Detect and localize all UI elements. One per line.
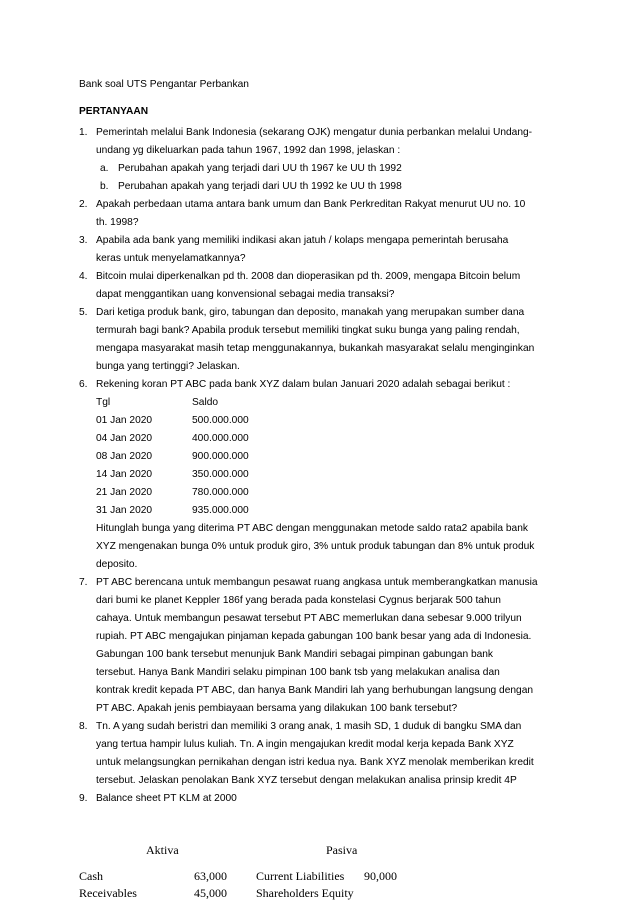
question-1a-label: a. <box>100 163 109 174</box>
question-1b-text: Perubahan apakah yang terjadi dari UU th 1992 ke UU th 1998 <box>118 181 402 192</box>
balance-aktiva-header: Aktiva <box>146 843 179 857</box>
document-title: Bank soal UTS Pengantar Perbankan <box>79 79 249 90</box>
question-5-text <box>96 304 562 376</box>
question-1-text <box>96 124 562 160</box>
question-5-line: termurah bagi bank? Apabila produk tersebut memiliki tingkat suku bunga yang paling rendah, <box>96 325 520 336</box>
question-4-line: dapat menggantikan uang konvensional sebagai media transaksi? <box>96 289 395 300</box>
question-1a-text: Perubahan apakah yang terjadi dari UU th 1967 ke UU th 1992 <box>118 163 402 174</box>
balance-liability-value: 90,000 <box>364 869 397 883</box>
statement-row-date: 14 Jan 2020 <box>96 469 153 480</box>
question-6-line: Hitunglah bunga yang diterima PT ABC dengan menggunakan metode saldo rata2 apabila bank <box>96 523 528 534</box>
question-8-number: 8. <box>79 721 88 732</box>
question-2-line: th. 1998? <box>96 217 139 228</box>
question-3-line: keras untuk menyelamatkannya? <box>96 253 246 264</box>
statement-row-balance: 400.000.000 <box>192 433 249 444</box>
section-heading: PERTANYAAN <box>79 106 149 117</box>
question-7-number: 7. <box>79 577 88 588</box>
question-8-line: Tn. A yang sudah beristri dan memiliki 3 orang anak, 1 masih SD, 1 duduk di bangku SMA dan <box>96 721 522 732</box>
balance-pasiva-header: Pasiva <box>326 843 358 857</box>
question-6-line: deposito. <box>96 559 138 570</box>
question-7-text <box>96 574 562 718</box>
question-7-line: dari bumi ke planet Keppler 186f yang berada pada konstelasi Cygnus berjarak 500 tahun <box>96 595 501 606</box>
question-7-line: cahaya. Untuk membangun pesawat tersebut PT ABC memerlukan dana sebesar 9.000 trilyun <box>96 613 522 624</box>
question-2-text <box>96 196 562 232</box>
question-7-line: kontrak kredit kepada PT ABC, dan hanya Bank Mandiri lah yang berhubungan langsung dengan <box>96 685 534 696</box>
balance-asset-value: 63,000 <box>194 869 227 883</box>
question-4-text <box>96 268 562 304</box>
question-6-number: 6. <box>79 379 88 390</box>
question-2-number: 2. <box>79 199 88 210</box>
question-6-outro <box>96 520 562 574</box>
question-8-line: untuk melangsungkan pernikahan dengan istri kedua nya. Bank XYZ menolak memberikan kredit <box>96 757 534 768</box>
balance-liability-label: Shareholders Equity <box>256 886 354 900</box>
question-3-number: 3. <box>79 235 88 246</box>
question-8-line: yang tertua hampir lulus kuliah. Tn. A ingin mengajukan kredit modal kerja kepada Bank XYZ <box>96 739 514 750</box>
question-1-number: 1. <box>79 127 88 138</box>
statement-row-balance: 350.000.000 <box>192 469 249 480</box>
question-5-number: 5. <box>79 307 88 318</box>
statement-row-date: 04 Jan 2020 <box>96 433 153 444</box>
question-1-line: undang yg dikeluarkan pada tahun 1967, 1992 dan 1998, jelaskan : <box>96 145 401 156</box>
balance-asset-label: Cash <box>79 869 103 883</box>
question-6-line: XYZ mengenakan bunga 0% untuk produk giro, 3% untuk produk tabungan dan 8% untuk produk <box>96 541 535 552</box>
question-4-line: Bitcoin mulai diperkenalkan pd th. 2008 dan dioperasikan pd th. 2009, mengapa Bitcoin belum <box>96 271 521 282</box>
statement-row-balance: 780.000.000 <box>192 487 249 498</box>
statement-row-balance: 935.000.000 <box>192 505 249 516</box>
question-2-line: Apakah perbedaan utama antara bank umum dan Bank Perkreditan Rakyat menurut UU no. 10 <box>96 199 526 210</box>
question-7-line: PT ABC. Apakah jenis pembiayaan bersama yang dilakukan 100 bank tersebut? <box>96 703 458 714</box>
question-5-line: mengapa masyarakat masih tetap menggunakannya, bukankah masyarakat selalu menginginkan <box>96 343 535 354</box>
statement-row-balance: 500.000.000 <box>192 415 249 426</box>
statement-col-balance: Saldo <box>192 397 219 408</box>
statement-row-date: 31 Jan 2020 <box>96 505 153 516</box>
question-7-line: PT ABC berencana untuk membangun pesawat ruang angkasa untuk memberangkatkan manusia <box>96 577 538 588</box>
question-9-text <box>96 790 562 808</box>
question-7-line: rupiah. PT ABC mengajukan pinjaman kepada gabungan 100 bank besar yang ada di Indonesia. <box>96 631 532 642</box>
balance-asset-value: 45,000 <box>194 886 227 900</box>
question-9-number: 9. <box>79 793 88 804</box>
balance-asset-label: Receivables <box>79 886 137 900</box>
question-6-line: Rekening koran PT ABC pada bank XYZ dalam bulan Januari 2020 adalah sebagai berikut : <box>96 379 511 390</box>
question-1-line: Pemerintah melalui Bank Indonesia (sekarang OJK) mengatur dunia perbankan melalui Undang- <box>96 127 533 138</box>
question-6-intro <box>96 376 562 394</box>
question-8-text <box>96 718 562 790</box>
question-9-line: Balance sheet PT KLM at 2000 <box>96 793 237 804</box>
statement-row-date: 21 Jan 2020 <box>96 487 153 498</box>
question-7-line: tersebut. Hanya Bank Mandiri selaku pimpinan 100 bank tsb yang melakukan analisa dan <box>96 667 500 678</box>
question-3-text <box>96 232 562 268</box>
statement-row-date: 01 Jan 2020 <box>96 415 153 426</box>
question-7-line: Gabungan 100 bank tersebut menunjuk Bank Mandiri sebagai pimpinan gabungan bank <box>96 649 494 660</box>
question-4-number: 4. <box>79 271 88 282</box>
question-3-line: Apabila ada bank yang memiliki indikasi akan jatuh / kolaps mengapa pemerintah berusaha <box>96 235 509 246</box>
balance-liability-label: Current Liabilities <box>256 869 345 883</box>
statement-row-date: 08 Jan 2020 <box>96 451 153 462</box>
question-1b-label: b. <box>100 181 109 192</box>
question-5-line: bunga yang tertinggi? Jelaskan. <box>96 361 240 372</box>
question-5-line: Dari ketiga produk bank, giro, tabungan dan deposito, manakah yang merupakan sumber dana <box>96 307 525 318</box>
statement-row-balance: 900.000.000 <box>192 451 249 462</box>
question-8-line: tersebut. Jelaskan penolakan Bank XYZ tersebut dengan melakukan analisa prinsip kredit 4P <box>96 775 517 786</box>
statement-col-date: Tgl <box>96 397 111 408</box>
